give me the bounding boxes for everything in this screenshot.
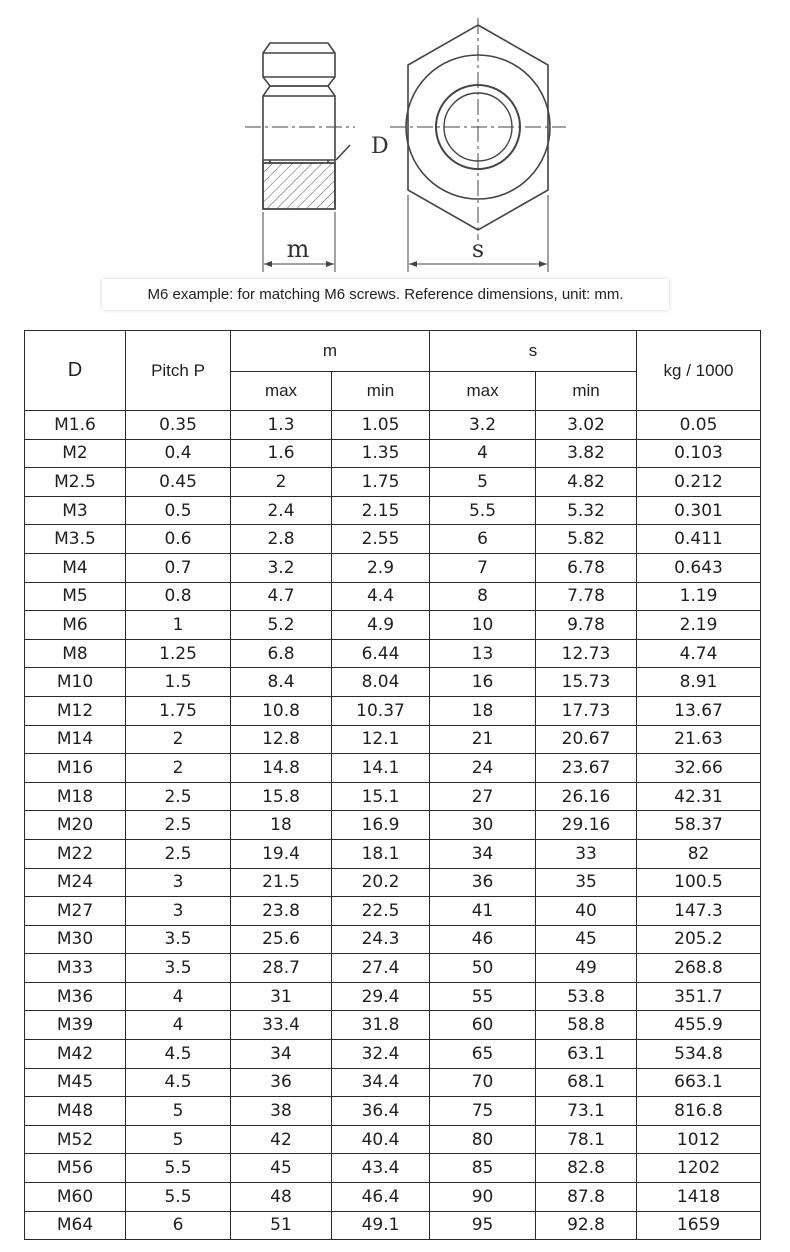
height-label: m [286,235,310,263]
cell-s-min: 29.16 [536,811,637,840]
cell-s-min: 35 [536,868,637,897]
cell-pitch: 1 [126,611,231,640]
table-row [25,868,761,897]
cell-m-max: 28.7 [231,954,332,983]
cell-s-min: 20.67 [536,725,637,754]
cell-m-min: 24.3 [332,925,430,954]
table-row [25,782,761,811]
cell-pitch: 1.25 [126,639,231,668]
cell-m-max: 48 [231,1183,332,1212]
cell-size: M56 [25,1154,126,1183]
cell-m-min: 31.8 [332,1011,430,1040]
cell-m-max: 1.6 [231,439,332,468]
cell-s-max: 55 [430,982,536,1011]
cell-m-max: 19.4 [231,839,332,868]
table-row [25,439,761,468]
cell-pitch: 4 [126,1011,231,1040]
table-row [25,525,761,554]
cell-size: M27 [25,897,126,926]
cell-s-max: 3.2 [430,411,536,440]
cell-s-max: 36 [430,868,536,897]
table-row [25,725,761,754]
cell-weight: 1418 [637,1183,761,1212]
cell-s-min: 3.02 [536,411,637,440]
cell-s-max: 41 [430,897,536,926]
cell-weight: 58.37 [637,811,761,840]
cell-pitch: 2.5 [126,782,231,811]
cell-size: M64 [25,1211,126,1240]
cell-pitch: 5.5 [126,1183,231,1212]
cell-m-min: 16.9 [332,811,430,840]
header-kg: kg / 1000 [637,331,761,411]
cell-pitch: 5.5 [126,1154,231,1183]
cell-m-min: 1.35 [332,439,430,468]
hex-nut-diagram [0,0,790,280]
cell-m-max: 31 [231,982,332,1011]
table-row [25,1183,761,1212]
cell-weight: 4.74 [637,639,761,668]
cell-weight: 1202 [637,1154,761,1183]
cell-weight: 0.411 [637,525,761,554]
cell-m-max: 8.4 [231,668,332,697]
cell-size: M45 [25,1068,126,1097]
table-row [25,925,761,954]
table-row [25,639,761,668]
cell-m-min: 27.4 [332,954,430,983]
cell-weight: 351.7 [637,982,761,1011]
header-s-max: max [430,372,536,411]
cell-s-max: 5.5 [430,496,536,525]
cell-m-max: 2.4 [231,496,332,525]
cell-size: M33 [25,954,126,983]
cell-pitch: 1.5 [126,668,231,697]
cell-size: M2.5 [25,468,126,497]
cell-weight: 455.9 [637,1011,761,1040]
table-row [25,839,761,868]
cell-s-max: 5 [430,468,536,497]
cell-s-min: 7.78 [536,582,637,611]
cell-s-max: 46 [430,925,536,954]
cell-m-max: 45 [231,1154,332,1183]
cell-m-max: 1.3 [231,411,332,440]
cell-pitch: 0.8 [126,582,231,611]
cell-size: M12 [25,696,126,725]
table-body [25,411,761,1240]
cell-weight: 205.2 [637,925,761,954]
cell-pitch: 4.5 [126,1068,231,1097]
cell-m-min: 43.4 [332,1154,430,1183]
cell-weight: 82 [637,839,761,868]
cell-s-min: 68.1 [536,1068,637,1097]
cell-size: M3.5 [25,525,126,554]
cell-s-max: 95 [430,1211,536,1240]
cell-s-min: 5.82 [536,525,637,554]
cell-weight: 268.8 [637,954,761,983]
cell-m-max: 23.8 [231,897,332,926]
cell-s-min: 63.1 [536,1040,637,1069]
cell-size: M60 [25,1183,126,1212]
cell-s-max: 10 [430,611,536,640]
header-m-min: min [332,372,430,411]
cell-m-min: 32.4 [332,1040,430,1069]
cell-s-max: 50 [430,954,536,983]
cell-m-min: 1.75 [332,468,430,497]
cell-size: M42 [25,1040,126,1069]
cell-s-max: 85 [430,1154,536,1183]
cell-size: M48 [25,1097,126,1126]
cell-size: M52 [25,1125,126,1154]
cell-pitch: 5 [126,1097,231,1126]
cell-weight: 13.67 [637,696,761,725]
cell-m-max: 3.2 [231,553,332,582]
table-row [25,1040,761,1069]
cell-m-max: 10.8 [231,696,332,725]
cell-pitch: 4 [126,982,231,1011]
table-row [25,1011,761,1040]
cell-pitch: 3.5 [126,925,231,954]
cell-m-min: 4.4 [332,582,430,611]
cell-m-min: 22.5 [332,897,430,926]
cell-weight: 2.19 [637,611,761,640]
cell-weight: 147.3 [637,897,761,926]
cell-size: M6 [25,611,126,640]
cell-m-min: 4.9 [332,611,430,640]
cell-s-max: 16 [430,668,536,697]
cell-m-min: 1.05 [332,411,430,440]
cell-weight: 0.301 [637,496,761,525]
cell-s-max: 65 [430,1040,536,1069]
cell-m-max: 15.8 [231,782,332,811]
cell-m-min: 2.55 [332,525,430,554]
cell-weight: 42.31 [637,782,761,811]
cell-s-max: 24 [430,754,536,783]
cell-s-min: 23.67 [536,754,637,783]
cell-m-min: 34.4 [332,1068,430,1097]
cell-s-max: 80 [430,1125,536,1154]
table-row [25,496,761,525]
cell-s-max: 18 [430,696,536,725]
cell-weight: 0.05 [637,411,761,440]
cell-s-max: 30 [430,811,536,840]
cell-m-min: 2.15 [332,496,430,525]
cell-weight: 1.19 [637,582,761,611]
cell-m-min: 12.1 [332,725,430,754]
header-m: m [231,331,430,372]
cell-size: M3 [25,496,126,525]
cell-s-min: 45 [536,925,637,954]
cell-size: M39 [25,1011,126,1040]
cell-size: M22 [25,839,126,868]
cell-m-max: 21.5 [231,868,332,897]
cell-m-min: 2.9 [332,553,430,582]
cell-s-min: 53.8 [536,982,637,1011]
caption: M6 example: for matching M6 screws. Reference dimensions, unit: mm. [102,279,669,310]
cell-pitch: 0.4 [126,439,231,468]
cell-pitch: 5 [126,1125,231,1154]
cell-m-max: 38 [231,1097,332,1126]
cell-weight: 1659 [637,1211,761,1240]
cell-s-min: 9.78 [536,611,637,640]
cell-m-max: 4.7 [231,582,332,611]
header-m-max: max [231,372,332,411]
cell-m-min: 10.37 [332,696,430,725]
table-row [25,811,761,840]
cell-size: M10 [25,668,126,697]
cell-pitch: 2 [126,725,231,754]
table-row [25,668,761,697]
cell-m-max: 42 [231,1125,332,1154]
table-row [25,553,761,582]
cell-m-max: 6.8 [231,639,332,668]
cell-pitch: 3.5 [126,954,231,983]
cell-m-max: 2.8 [231,525,332,554]
cell-m-max: 12.8 [231,725,332,754]
cell-pitch: 4.5 [126,1040,231,1069]
cell-m-min: 46.4 [332,1183,430,1212]
cell-size: M8 [25,639,126,668]
cell-s-min: 73.1 [536,1097,637,1126]
cell-size: M18 [25,782,126,811]
cell-m-min: 29.4 [332,982,430,1011]
cell-s-max: 4 [430,439,536,468]
cell-s-max: 8 [430,582,536,611]
cell-weight: 0.103 [637,439,761,468]
cell-m-min: 18.1 [332,839,430,868]
cell-pitch: 0.45 [126,468,231,497]
cell-weight: 100.5 [637,868,761,897]
table-row [25,1154,761,1183]
cell-m-min: 14.1 [332,754,430,783]
nut-front-view [390,18,566,272]
cell-size: M5 [25,582,126,611]
cell-s-min: 12.73 [536,639,637,668]
cell-m-max: 14.8 [231,754,332,783]
cell-size: M30 [25,925,126,954]
cell-weight: 0.212 [637,468,761,497]
cell-s-min: 49 [536,954,637,983]
cell-m-min: 15.1 [332,782,430,811]
cell-s-min: 92.8 [536,1211,637,1240]
cell-s-max: 34 [430,839,536,868]
cell-pitch: 1.75 [126,696,231,725]
table-row [25,611,761,640]
cell-s-max: 75 [430,1097,536,1126]
cell-pitch: 0.35 [126,411,231,440]
header-d: D [25,331,126,411]
cell-pitch: 6 [126,1211,231,1240]
cell-size: M24 [25,868,126,897]
cell-s-max: 27 [430,782,536,811]
table-row [25,696,761,725]
cell-size: M2 [25,439,126,468]
cell-weight: 534.8 [637,1040,761,1069]
cell-s-min: 82.8 [536,1154,637,1183]
cell-weight: 8.91 [637,668,761,697]
cell-m-max: 36 [231,1068,332,1097]
cell-m-min: 40.4 [332,1125,430,1154]
cell-s-min: 5.32 [536,496,637,525]
cell-m-max: 33.4 [231,1011,332,1040]
cell-pitch: 0.5 [126,496,231,525]
cell-s-max: 60 [430,1011,536,1040]
cell-weight: 21.63 [637,725,761,754]
table-row [25,897,761,926]
header-s-min: min [536,372,637,411]
thread-label: D [371,134,389,159]
cell-s-min: 15.73 [536,668,637,697]
header-s: s [430,331,637,372]
cell-size: M4 [25,553,126,582]
cell-weight: 1012 [637,1125,761,1154]
cell-m-min: 36.4 [332,1097,430,1126]
cell-s-max: 7 [430,553,536,582]
cell-s-min: 26.16 [536,782,637,811]
cell-size: M14 [25,725,126,754]
cell-m-min: 6.44 [332,639,430,668]
cell-m-min: 49.1 [332,1211,430,1240]
cell-s-min: 33 [536,839,637,868]
cell-m-max: 5.2 [231,611,332,640]
cell-s-min: 40 [536,897,637,926]
cell-s-max: 13 [430,639,536,668]
cell-pitch: 2.5 [126,839,231,868]
dimensions-table [24,330,761,1240]
cell-s-max: 90 [430,1183,536,1212]
cell-weight: 0.643 [637,553,761,582]
cell-m-max: 2 [231,468,332,497]
table-row [25,1211,761,1240]
cell-s-min: 17.73 [536,696,637,725]
table-row [25,982,761,1011]
table-row [25,954,761,983]
table-row [25,582,761,611]
cell-m-max: 51 [231,1211,332,1240]
table-row [25,468,761,497]
cell-pitch: 2 [126,754,231,783]
cell-pitch: 3 [126,868,231,897]
cell-s-min: 3.82 [536,439,637,468]
cell-s-min: 87.8 [536,1183,637,1212]
cell-weight: 816.8 [637,1097,761,1126]
cell-m-max: 25.6 [231,925,332,954]
header-pitch: Pitch P [126,331,231,411]
table-row [25,1097,761,1126]
dimensions-table-container [24,330,760,1240]
table-row [25,754,761,783]
cell-weight: 32.66 [637,754,761,783]
cell-size: M1.6 [25,411,126,440]
width-label: s [471,235,485,263]
cell-s-min: 6.78 [536,553,637,582]
cell-pitch: 2.5 [126,811,231,840]
cell-s-min: 78.1 [536,1125,637,1154]
cell-weight: 663.1 [637,1068,761,1097]
cell-pitch: 0.7 [126,553,231,582]
table-row [25,1125,761,1154]
cell-s-max: 6 [430,525,536,554]
cell-s-min: 4.82 [536,468,637,497]
cell-s-min: 58.8 [536,1011,637,1040]
table-row [25,411,761,440]
cell-pitch: 3 [126,897,231,926]
cell-size: M36 [25,982,126,1011]
table-row [25,1068,761,1097]
cell-s-max: 21 [430,725,536,754]
cell-m-max: 34 [231,1040,332,1069]
cell-size: M20 [25,811,126,840]
cell-s-max: 70 [430,1068,536,1097]
cell-pitch: 0.6 [126,525,231,554]
cell-m-min: 8.04 [332,668,430,697]
cell-m-max: 18 [231,811,332,840]
cell-m-min: 20.2 [332,868,430,897]
cell-size: M16 [25,754,126,783]
